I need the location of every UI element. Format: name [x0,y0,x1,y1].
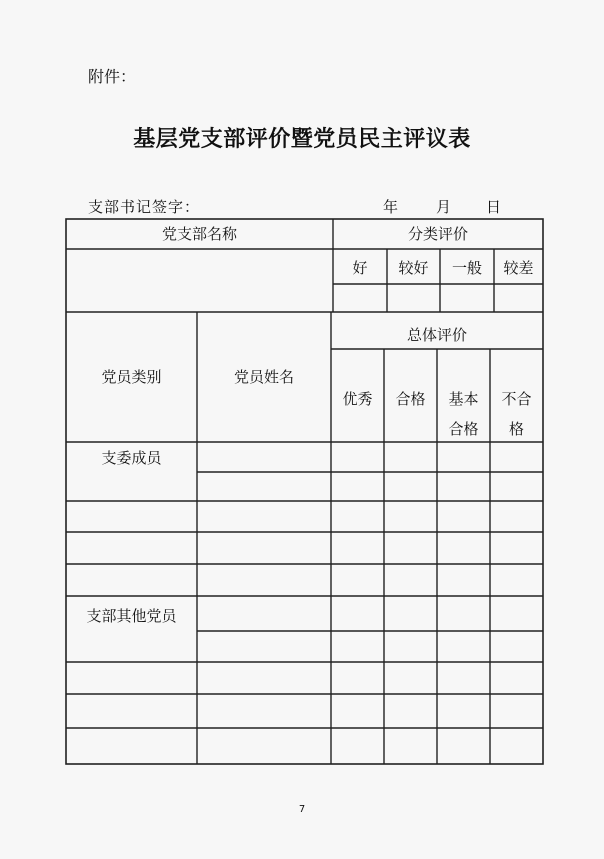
category-eval-header: 分类评价 [407,225,468,243]
member-type-header: 党员类别 [101,368,162,386]
member-name-header: 党员姓名 [233,368,294,386]
signature-label: 支部书记签字： [88,198,201,216]
category-level-good: 好 [352,259,368,277]
date-year: 年 [383,198,399,216]
overall-level-unqualified-line2: 格 [508,420,524,438]
overall-eval-header: 总体评价 [406,326,467,344]
overall-level-basic-qualified-line1: 基本 [448,390,479,408]
table-border [66,219,543,764]
overall-level-excellent: 优秀 [342,390,373,408]
attachment-label: 附件： [88,67,137,86]
overall-level-basic-qualified-line2: 合格 [448,420,479,438]
group-committee-members: 支委成员 [101,449,162,467]
date-month: 月 [436,198,452,216]
date-day: 日 [486,198,502,216]
group-other-members: 支部其他党员 [86,607,177,625]
branch-name-header: 党支部名称 [161,225,237,243]
category-level-average: 一般 [451,259,482,277]
category-level-fairly-good: 较好 [398,259,429,277]
overall-level-qualified: 合格 [395,390,426,408]
page-number: 7 [298,804,306,815]
category-level-poor: 较差 [503,259,534,277]
overall-level-unqualified-line1: 不合 [501,390,532,408]
page-title: 基层党支部评价暨党员民主评议表 [133,126,471,152]
